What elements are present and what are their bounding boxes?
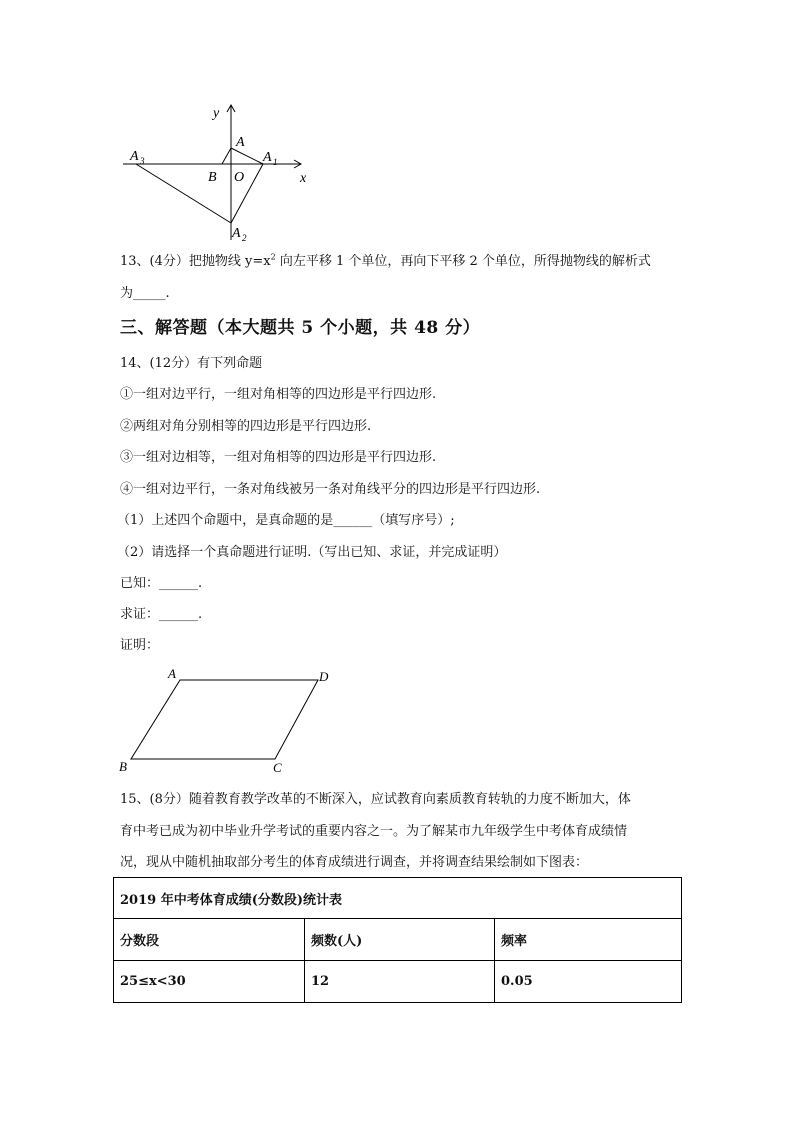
table-title: 2019 年中考体育成绩(分数段)统计表 xyxy=(114,878,682,919)
label-A3: A xyxy=(130,149,139,164)
q14-item-2: ②两组对角分别相等的四边形是平行四边形. xyxy=(120,419,372,434)
label-B: B xyxy=(119,759,127,774)
q15-line2: 育中考已成为初中毕业升学考试的重要内容之一。为了解某市九年级学生中考体育成绩情 xyxy=(120,824,628,839)
q14-part2: （2）请选择一个真命题进行证明.（写出已知、求证，并完成证明） xyxy=(117,545,507,560)
column-header-score-range: 分数段 xyxy=(114,919,305,961)
column-header-frequency: 频数(人) xyxy=(305,919,495,961)
q14-part1: （1）上述四个命题中，是真命题的是______（填写序号）; xyxy=(117,513,455,528)
q14-item-3: ③一组对边相等，一组对角相等的四边形是平行四边形. xyxy=(120,450,437,465)
score-statistics-table xyxy=(113,877,682,1003)
q13-line1-pre: 13、(4分）把抛物线 y=x xyxy=(120,254,271,269)
label-D: D xyxy=(319,669,329,684)
q13-line1-post: 向左平移 1 个单位，再向下平移 2 个单位，所得抛物线的解析式 xyxy=(275,254,651,269)
q14-prove: 求证：______. xyxy=(120,607,203,622)
q14-item-1: ①一组对边平行，一组对角相等的四边形是平行四边形. xyxy=(120,387,437,402)
table-cell-score-range: 25≤x<30 xyxy=(114,961,305,1003)
table-header-row xyxy=(114,919,682,961)
table-title-row xyxy=(114,878,682,919)
table-row xyxy=(114,961,682,1003)
table-cell-rate: 0.05 xyxy=(495,961,682,1003)
label-A1: A xyxy=(263,150,272,165)
q14-known: 已知：______. xyxy=(120,576,203,591)
section-title: 三、解答题（本大题共 5 个小题，共 48 分） xyxy=(120,318,481,338)
label-x: x xyxy=(300,171,307,186)
label-y: y xyxy=(213,106,220,121)
label-A2: A xyxy=(232,226,241,241)
q15-line1: 15、(8分）随着教育教学改革的不断深入，应试教育向素质教育转轨的力度不断加大，体 xyxy=(120,792,631,807)
label-A3-sub: 3 xyxy=(140,156,145,166)
column-header-rate: 频率 xyxy=(495,919,682,961)
segment-A3-A2 xyxy=(136,164,231,223)
label-C: C xyxy=(273,760,282,775)
label-A: A xyxy=(236,135,245,150)
segment-B-A xyxy=(222,148,231,164)
label-O: O xyxy=(234,170,245,185)
q13-line1 xyxy=(120,250,651,269)
q14-intro: 14、(12分）有下列命题 xyxy=(120,356,263,371)
q15-line3: 况，现从中随机抽取部分考生的体育成绩进行调查，并将调查结果绘制如下图表： xyxy=(120,855,589,870)
label-A2-sub: 2 xyxy=(242,233,247,243)
q14-proof: 证明： xyxy=(120,638,160,653)
parallelogram-figure xyxy=(112,664,342,776)
table-cell-frequency: 12 xyxy=(305,961,495,1003)
label-A1-sub: 1 xyxy=(273,157,278,167)
q13-superscript: 2 xyxy=(270,252,276,262)
coordinate-figure xyxy=(118,95,318,245)
q13-line2: 为_____. xyxy=(120,286,170,301)
parallelogram-ABCD xyxy=(131,680,318,759)
label-A: A xyxy=(168,666,176,681)
q14-item-4: ④一组对边平行，一条对角线被另一条对角线平分的四边形是平行四边形. xyxy=(120,482,541,497)
label-B: B xyxy=(208,170,217,185)
segment-A-A1 xyxy=(231,148,263,164)
